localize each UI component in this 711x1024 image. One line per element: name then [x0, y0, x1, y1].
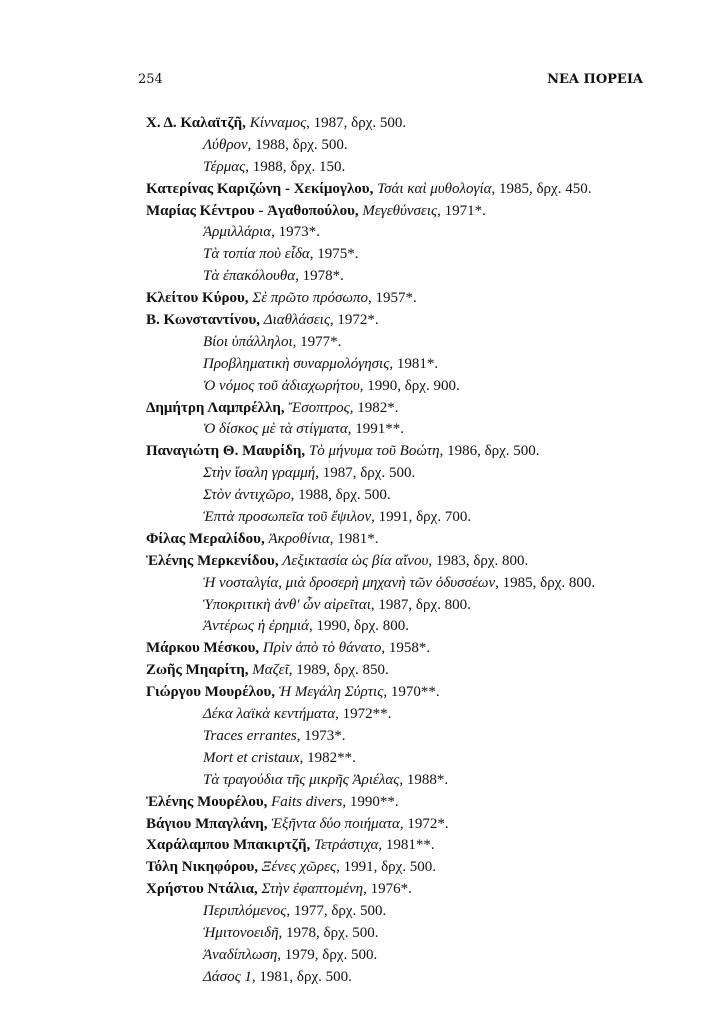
bibliography-entry — [0, 310, 711, 332]
book-title: Ἡ Μεγάλη Σύρτις — [278, 684, 384, 701]
publication-details: , 1973*. — [271, 224, 320, 241]
book-title: Τέρμας — [203, 158, 246, 175]
publication-details: , 1981*. — [329, 530, 379, 547]
book-title: Ἑπτὰ προσωπεῖα τοῦ ἔψιλον — [203, 509, 372, 526]
author-name: Χ. Δ. Καλαϊτζῆ, — [146, 115, 246, 131]
bibliography-entry-continuation — [0, 222, 711, 244]
publication-details: , 1991, δρχ. 700. — [371, 509, 472, 526]
bibliography-entry-continuation — [0, 485, 711, 507]
book-title: Κίνναμος — [249, 115, 307, 131]
book-title: Mort et cristaux — [203, 749, 300, 766]
bibliography-entry — [0, 179, 711, 201]
author-name: Ἑλένης Μερκενίδου, — [146, 552, 279, 569]
author-name: Β. Κωνσταντίνου, — [146, 312, 261, 329]
bibliography-entry-continuation — [0, 616, 711, 638]
publication-details: , 1987, δρχ. 500. — [306, 115, 407, 131]
bibliography-entry-continuation — [0, 507, 711, 529]
publication-details: , 1979, δρχ. 500. — [277, 946, 378, 963]
book-title: Ἔσοπτρος — [288, 399, 350, 416]
book-title: Τὰ τραγούδια τῆς μικρῆς Ἀριέλας — [203, 771, 400, 788]
bibliography-entry-continuation — [0, 266, 711, 288]
publication-details: , 1976*. — [363, 881, 412, 898]
publication-details: , 1978*. — [295, 268, 344, 285]
bibliography-entry-continuation — [0, 704, 711, 726]
book-title: Λεξικτασία ὡς βία αἴνου — [282, 552, 429, 569]
book-title: Faits divers — [271, 793, 343, 810]
publication-details: , 1987, δρχ. 500. — [315, 465, 416, 482]
running-head: ΝΕΑ ΠΟΡΕΙΑ — [547, 72, 643, 87]
publication-details: , 1991, δρχ. 500. — [336, 859, 437, 876]
book-title: Ἀκροθίνια — [268, 530, 330, 547]
publication-details: , 1986, δρχ. 500. — [439, 443, 540, 460]
publication-details: , 1981*. — [389, 355, 439, 372]
publication-details: , 1990, δρχ. 900. — [359, 377, 460, 394]
book-title: Ὑποκριτικὴ ἀνθ' ὧν αἱρεῖται — [203, 596, 371, 613]
book-title: Δέκα λαϊκὰ κεντήματα — [203, 706, 336, 723]
bibliography-entry — [0, 441, 711, 463]
bibliography-entry — [0, 551, 711, 573]
author-name: Χρήστου Ντάλια, — [146, 881, 258, 898]
bibliography-entry-continuation — [0, 463, 711, 485]
bibliography-entry — [0, 682, 711, 704]
book-title: Ὁ νόμος τοῦ ἀδιαχωρήτου — [203, 377, 360, 394]
book-title: Στὴν ἐφαπτομένη — [261, 881, 364, 898]
publication-details: , 1988, δρχ. 500. — [290, 487, 391, 504]
bibliography-list — [0, 113, 711, 989]
author-name: Δημήτρη Λαμπρέλλη, — [146, 399, 285, 416]
book-title: Ἡ νοσταλγία, μιὰ δροσερὴ μηχανὴ τῶν ὀδυσσέων — [203, 574, 496, 591]
publication-details: , 1983, δρχ. 800. — [428, 552, 529, 569]
book-title: Προβληματικὴ συναρμολόγησις — [203, 355, 390, 372]
bibliography-entry — [0, 792, 711, 814]
publication-details: , 1985, δρχ. 800. — [495, 574, 596, 591]
book-title: Διαθλάσεις — [263, 312, 330, 329]
author-name: Κατερίνας Καριζώνη - Χεκίμογλου, — [146, 180, 374, 197]
author-name: Τόλη Νικηφόρου, — [146, 859, 259, 876]
book-title: Ἑξῆντα δύο ποιήματα — [271, 815, 400, 832]
publication-details: , 1971*. — [437, 202, 486, 219]
bibliography-entry-continuation — [0, 595, 711, 617]
bibliography-entry-continuation — [0, 923, 711, 945]
bibliography-entry-continuation — [0, 376, 711, 398]
bibliography-entry-continuation — [0, 244, 711, 266]
publication-details: , 1982**. — [299, 749, 356, 766]
bibliography-entry-continuation — [0, 135, 711, 157]
author-name: Ἑλένης Μουρέλου, — [146, 793, 268, 810]
book-title: Τσάι καὶ μυθολογία — [377, 180, 492, 197]
author-name: Κλείτου Κύρου, — [146, 290, 249, 307]
publication-details: , 1957*. — [368, 290, 417, 307]
publication-details: , 1981, δρχ. 500. — [251, 968, 352, 985]
bibliography-entry — [0, 638, 711, 660]
bibliography-entry-continuation — [0, 726, 711, 748]
publication-details: , 1978, δρχ. 500. — [278, 924, 379, 941]
publication-details: , 1977, δρχ. 500. — [286, 903, 387, 920]
author-name: Μάρκου Μέσκου, — [146, 640, 260, 657]
book-title: Ἀναδίπλωση — [203, 946, 278, 963]
bibliography-entry-continuation — [0, 354, 711, 376]
author-name: Φίλας Μεραλίδου, — [146, 530, 265, 547]
publication-details: , 1975*. — [309, 246, 359, 263]
book-title: Στὸν ἀντιχῶρο — [203, 487, 291, 504]
publication-details: , 1991**. — [347, 421, 405, 438]
bibliography-entry-continuation — [0, 901, 711, 923]
publication-details: , 1977*. — [292, 333, 342, 350]
bibliography-entry-continuation — [0, 419, 711, 441]
book-title: Τὰ τοπία ποὺ εἶδα — [203, 246, 310, 263]
bibliography-entry — [0, 660, 711, 682]
publication-details: , 1990, δρχ. 800. — [309, 618, 410, 635]
author-name: Παναγιώτη Θ. Μαυρίδη, — [146, 443, 306, 460]
bibliography-entry — [0, 814, 711, 836]
publication-details: , 1985, δρχ. 450. — [491, 180, 592, 197]
publication-details: , 1989, δρχ. 850. — [288, 662, 389, 679]
book-title: Τὸ μήνυμα τοῦ Βοώτη — [308, 443, 440, 460]
publication-details: , 1970**. — [383, 684, 440, 701]
bibliography-entry — [0, 398, 711, 420]
bibliography-entry — [0, 201, 711, 223]
bibliography-entry-continuation — [0, 770, 711, 792]
book-title: Ἀντέρως ἡ ἐρημιά — [203, 618, 310, 635]
author-name: Μαρίας Κέντρου - Ἀγαθοπούλου, — [146, 202, 359, 219]
author-name: Βάγιου Μπαγλάνη, — [146, 815, 268, 832]
publication-details: , 1988, δρχ. 150. — [245, 158, 346, 175]
publication-details: , 1982*. — [349, 399, 399, 416]
publication-details: , 1988*. — [399, 771, 449, 788]
bibliography-entry — [0, 529, 711, 551]
book-title: Δάσος 1 — [203, 968, 252, 985]
bibliography-entry-continuation — [0, 967, 711, 989]
publication-details: , 1973*. — [296, 727, 346, 744]
bibliography-entry-continuation — [0, 332, 711, 354]
book-title: Μαζεῖ — [252, 662, 289, 679]
bibliography-entry-continuation — [0, 157, 711, 179]
author-name: Γιώργου Μουρέλου, — [146, 684, 276, 701]
bibliography-entry-continuation — [0, 573, 711, 595]
book-title: Ἁρμιλλάρια — [203, 224, 272, 241]
book-title: Traces errantes — [203, 727, 297, 744]
book-title: Τετράστιχα — [313, 837, 379, 854]
bibliography-entry — [0, 113, 711, 135]
bibliography-entry — [0, 288, 711, 310]
book-title: Ξένες χῶρες — [261, 859, 337, 876]
author-name: Χαράλαμπου Μπακιρτζῆ, — [146, 837, 311, 854]
book-title: Λύθρον — [203, 136, 248, 153]
bibliography-entry-continuation — [0, 748, 711, 770]
bibliography-entry — [0, 835, 711, 857]
book-title: Βίοι ὑπάλληλοι — [203, 333, 293, 350]
publication-details: , 1958*. — [381, 640, 431, 657]
publication-details: , 1972*. — [329, 312, 379, 329]
bibliography-entry — [0, 879, 711, 901]
publication-details: , 1988, δρχ. 500. — [247, 136, 348, 153]
bibliography-entry — [0, 857, 711, 879]
book-title: Πρὶν ἀπὸ τὸ θάνατο — [262, 640, 382, 657]
book-title: Μεγεθύνσεις — [362, 202, 438, 219]
publication-details: , 1990**. — [342, 793, 399, 810]
publication-details: , 1972*. — [399, 815, 449, 832]
publication-details: , 1981**. — [378, 837, 435, 854]
book-title: Ἡμιτονοειδῆ — [203, 924, 279, 941]
publication-details: , 1972**. — [335, 706, 392, 723]
bibliography-entry-continuation — [0, 945, 711, 967]
publication-details: , 1987, δρχ. 800. — [370, 596, 471, 613]
book-title: Σὲ πρῶτο πρόσωπο — [252, 290, 369, 307]
book-title: Τὰ ἐπακόλουθα — [203, 268, 296, 285]
page-number: 254 — [138, 72, 163, 87]
book-title: Στὴν ἴσαλη γραμμή — [203, 465, 316, 482]
book-title: Περιπλόμενος — [203, 903, 287, 920]
book-title: Ὁ δίσκος μὲ τὰ στίγματα — [203, 421, 348, 438]
author-name: Ζωῆς Μηαρίτη, — [146, 662, 249, 679]
